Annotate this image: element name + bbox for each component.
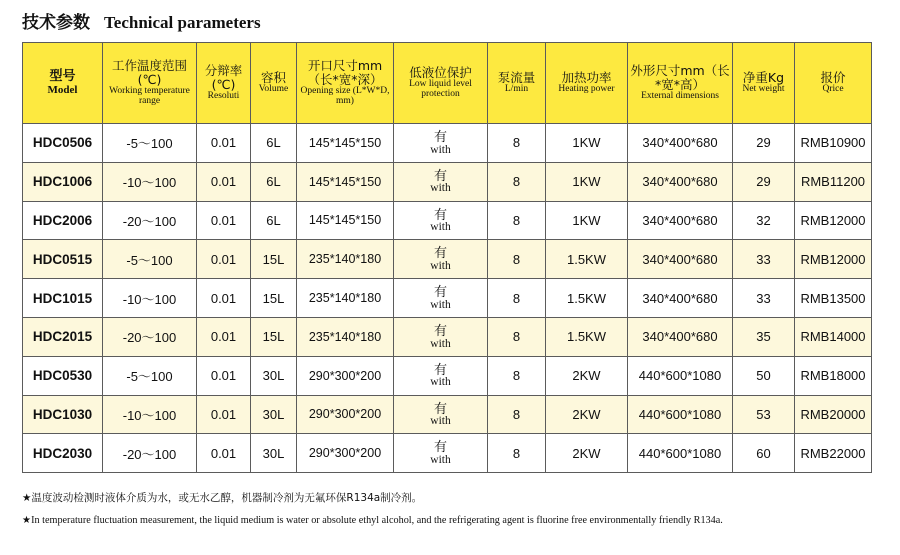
cell-net-weight: 29 bbox=[733, 162, 795, 201]
cell-opening: 145*145*150 bbox=[297, 162, 394, 201]
header-label-en: Opening size (L*W*D, mm) bbox=[300, 85, 390, 106]
header-label-cn: 开口尺寸mm（长*宽*深） bbox=[307, 58, 383, 88]
cell-model: HDC0530 bbox=[23, 356, 103, 395]
cell-dimensions: 340*400*680 bbox=[628, 279, 733, 318]
title-chinese: 技术参数 bbox=[22, 13, 90, 33]
cell-level-protection bbox=[394, 317, 488, 356]
cell-model: HDC1030 bbox=[23, 395, 103, 434]
header-label-cn: 外形尺寸mm（长*宽*高） bbox=[630, 63, 730, 93]
cell-price: RMB22000 bbox=[795, 434, 872, 473]
cell-volume: 15L bbox=[251, 317, 297, 356]
cell-temp-range: -10～100 bbox=[103, 279, 197, 318]
cell-resolution: 0.01 bbox=[197, 279, 251, 318]
cell-opening: 290*300*200 bbox=[297, 395, 394, 434]
cell-level-protection bbox=[394, 124, 488, 163]
cell-volume: 30L bbox=[251, 434, 297, 473]
level-protection-en: with bbox=[430, 415, 451, 428]
cell-pump-flow: 8 bbox=[488, 240, 546, 279]
specifications-table bbox=[22, 42, 872, 473]
cell-net-weight: 32 bbox=[733, 201, 795, 240]
table-row bbox=[23, 124, 872, 163]
level-protection-cn: 有 bbox=[433, 284, 447, 300]
cell-opening: 145*145*150 bbox=[297, 124, 394, 163]
level-protection-en: with bbox=[430, 260, 451, 273]
cell-pump-flow: 8 bbox=[488, 201, 546, 240]
level-protection-en: with bbox=[430, 337, 451, 350]
cell-opening: 235*140*180 bbox=[297, 317, 394, 356]
cell-price: RMB12000 bbox=[795, 201, 872, 240]
cell-volume: 6L bbox=[251, 124, 297, 163]
header-price bbox=[795, 43, 872, 124]
header-heating_power bbox=[546, 43, 628, 124]
cell-temp-range: -20～100 bbox=[103, 201, 197, 240]
level-protection-en: with bbox=[430, 376, 451, 389]
header-dimensions bbox=[628, 43, 733, 124]
level-protection-en: with bbox=[430, 298, 451, 311]
header-label-cn: 分辩率(℃) bbox=[204, 63, 243, 93]
header-row bbox=[23, 43, 872, 124]
cell-level-protection bbox=[394, 279, 488, 318]
header-label-cn: 净重Kg bbox=[742, 70, 785, 86]
table-row bbox=[23, 395, 872, 434]
cell-heating-power: 2KW bbox=[546, 395, 628, 434]
cell-price: RMB14000 bbox=[795, 317, 872, 356]
level-protection-cn: 有 bbox=[433, 323, 447, 339]
cell-heating-power: 1.5KW bbox=[546, 279, 628, 318]
header-volume bbox=[251, 43, 297, 124]
table-row bbox=[23, 317, 872, 356]
header-label-en: External dimensions bbox=[641, 90, 719, 101]
cell-price: RMB13500 bbox=[795, 279, 872, 318]
header-label-en: Working temperature range bbox=[109, 85, 190, 106]
cell-heating-power: 2KW bbox=[546, 434, 628, 473]
cell-pump-flow: 8 bbox=[488, 356, 546, 395]
cell-net-weight: 33 bbox=[733, 240, 795, 279]
cell-resolution: 0.01 bbox=[197, 317, 251, 356]
cell-temp-range: -20～100 bbox=[103, 434, 197, 473]
cell-price: RMB18000 bbox=[795, 356, 872, 395]
cell-level-protection bbox=[394, 240, 488, 279]
cell-model: HDC0506 bbox=[23, 124, 103, 163]
header-label-en: Volume bbox=[258, 83, 289, 94]
level-protection-cn: 有 bbox=[433, 439, 447, 455]
table-header bbox=[23, 43, 872, 124]
header-label-en: Qrice bbox=[822, 83, 844, 94]
cell-net-weight: 60 bbox=[733, 434, 795, 473]
cell-price: RMB11200 bbox=[795, 162, 872, 201]
table-row bbox=[23, 240, 872, 279]
cell-resolution: 0.01 bbox=[197, 356, 251, 395]
level-protection-cn: 有 bbox=[433, 245, 447, 261]
cell-dimensions: 340*400*680 bbox=[628, 317, 733, 356]
header-label-cn: 泵流量 bbox=[497, 70, 536, 86]
cell-volume: 6L bbox=[251, 162, 297, 201]
header-net_weight bbox=[733, 43, 795, 124]
cell-pump-flow: 8 bbox=[488, 395, 546, 434]
note-english: ★In temperature fluctuation measurement, the liquid medium is water or absolute ethyl alcohol, and the refrigerating agent is fluorine free environmentally friendly R134a. bbox=[22, 515, 723, 526]
cell-net-weight: 29 bbox=[733, 124, 795, 163]
header-label-en: Heating power bbox=[558, 83, 615, 94]
cell-dimensions: 440*600*1080 bbox=[628, 356, 733, 395]
cell-level-protection bbox=[394, 162, 488, 201]
table-row bbox=[23, 434, 872, 473]
cell-pump-flow: 8 bbox=[488, 434, 546, 473]
note-chinese: ★温度波动检测时液体介质为水，或无水乙醇，机器制冷剂为无氟环保R134a制冷剂。 bbox=[22, 492, 423, 504]
cell-resolution: 0.01 bbox=[197, 201, 251, 240]
cell-resolution: 0.01 bbox=[197, 240, 251, 279]
cell-dimensions: 340*400*680 bbox=[628, 162, 733, 201]
cell-volume: 15L bbox=[251, 279, 297, 318]
cell-opening: 145*145*150 bbox=[297, 201, 394, 240]
cell-temp-range: -10～100 bbox=[103, 162, 197, 201]
header-level_protection bbox=[394, 43, 488, 124]
title-english: Technical parameters bbox=[104, 13, 261, 32]
table-row bbox=[23, 356, 872, 395]
header-opening bbox=[297, 43, 394, 124]
cell-temp-range: -10～100 bbox=[103, 395, 197, 434]
header-label-cn: 报价 bbox=[820, 70, 846, 86]
header-label-en: Resoluti bbox=[207, 90, 240, 101]
cell-temp-range: -5～100 bbox=[103, 240, 197, 279]
level-protection-en: with bbox=[430, 182, 451, 195]
level-protection-en: with bbox=[430, 454, 451, 467]
level-protection-cn: 有 bbox=[433, 129, 447, 145]
cell-dimensions: 340*400*680 bbox=[628, 240, 733, 279]
cell-dimensions: 340*400*680 bbox=[628, 124, 733, 163]
header-label-cn: 加热功率 bbox=[561, 70, 612, 86]
cell-resolution: 0.01 bbox=[197, 434, 251, 473]
cell-opening: 235*140*180 bbox=[297, 240, 394, 279]
header-label-en: Net weight bbox=[742, 83, 785, 94]
level-protection-cn: 有 bbox=[433, 361, 447, 377]
page-title bbox=[22, 8, 261, 36]
level-protection-cn: 有 bbox=[433, 206, 447, 222]
cell-heating-power: 2KW bbox=[546, 356, 628, 395]
cell-dimensions: 440*600*1080 bbox=[628, 434, 733, 473]
cell-opening: 290*300*200 bbox=[297, 356, 394, 395]
cell-resolution: 0.01 bbox=[197, 162, 251, 201]
cell-temp-range: -5～100 bbox=[103, 356, 197, 395]
level-protection-cn: 有 bbox=[433, 167, 447, 183]
header-resolution bbox=[197, 43, 251, 124]
cell-model: HDC2006 bbox=[23, 201, 103, 240]
cell-temp-range: -20～100 bbox=[103, 317, 197, 356]
cell-model: HDC1015 bbox=[23, 279, 103, 318]
cell-temp-range: -5～100 bbox=[103, 124, 197, 163]
cell-model: HDC1006 bbox=[23, 162, 103, 201]
cell-price: RMB20000 bbox=[795, 395, 872, 434]
cell-volume: 30L bbox=[251, 356, 297, 395]
cell-pump-flow: 8 bbox=[488, 279, 546, 318]
table-row bbox=[23, 162, 872, 201]
cell-net-weight: 53 bbox=[733, 395, 795, 434]
cell-opening: 290*300*200 bbox=[297, 434, 394, 473]
cell-pump-flow: 8 bbox=[488, 124, 546, 163]
cell-level-protection bbox=[394, 395, 488, 434]
cell-model: HDC2030 bbox=[23, 434, 103, 473]
cell-opening: 235*140*180 bbox=[297, 279, 394, 318]
cell-model: HDC0515 bbox=[23, 240, 103, 279]
level-protection-en: with bbox=[430, 221, 451, 234]
cell-price: RMB10900 bbox=[795, 124, 872, 163]
cell-level-protection bbox=[394, 356, 488, 395]
cell-level-protection bbox=[394, 201, 488, 240]
cell-heating-power: 1KW bbox=[546, 124, 628, 163]
level-protection-en: with bbox=[430, 143, 451, 156]
table-body bbox=[23, 124, 872, 473]
header-label-cn: 低液位保护 bbox=[409, 65, 472, 81]
cell-net-weight: 33 bbox=[733, 279, 795, 318]
cell-volume: 30L bbox=[251, 395, 297, 434]
cell-volume: 15L bbox=[251, 240, 297, 279]
cell-dimensions: 440*600*1080 bbox=[628, 395, 733, 434]
cell-net-weight: 50 bbox=[733, 356, 795, 395]
level-protection-cn: 有 bbox=[433, 400, 447, 416]
cell-pump-flow: 8 bbox=[488, 162, 546, 201]
cell-model: HDC2015 bbox=[23, 317, 103, 356]
header-temp_range bbox=[103, 43, 197, 124]
cell-pump-flow: 8 bbox=[488, 317, 546, 356]
header-pump_flow bbox=[488, 43, 546, 124]
cell-heating-power: 1.5KW bbox=[546, 317, 628, 356]
cell-heating-power: 1KW bbox=[546, 162, 628, 201]
header-label-en: Low liquid level protection bbox=[409, 78, 472, 99]
cell-resolution: 0.01 bbox=[197, 395, 251, 434]
cell-level-protection bbox=[394, 434, 488, 473]
cell-volume: 6L bbox=[251, 201, 297, 240]
cell-price: RMB12000 bbox=[795, 240, 872, 279]
cell-heating-power: 1KW bbox=[546, 201, 628, 240]
header-label-cn: 型号 bbox=[49, 68, 76, 84]
cell-dimensions: 340*400*680 bbox=[628, 201, 733, 240]
header-label-cn: 容积 bbox=[260, 70, 286, 86]
cell-net-weight: 35 bbox=[733, 317, 795, 356]
header-model bbox=[23, 43, 103, 124]
notes-section bbox=[22, 490, 882, 527]
table-row bbox=[23, 201, 872, 240]
header-label-en: Model bbox=[47, 84, 78, 97]
header-label-en: L/min bbox=[504, 83, 529, 94]
cell-heating-power: 1.5KW bbox=[546, 240, 628, 279]
header-label-cn: 工作温度范围(℃) bbox=[111, 58, 187, 88]
table-row bbox=[23, 279, 872, 318]
cell-resolution: 0.01 bbox=[197, 124, 251, 163]
